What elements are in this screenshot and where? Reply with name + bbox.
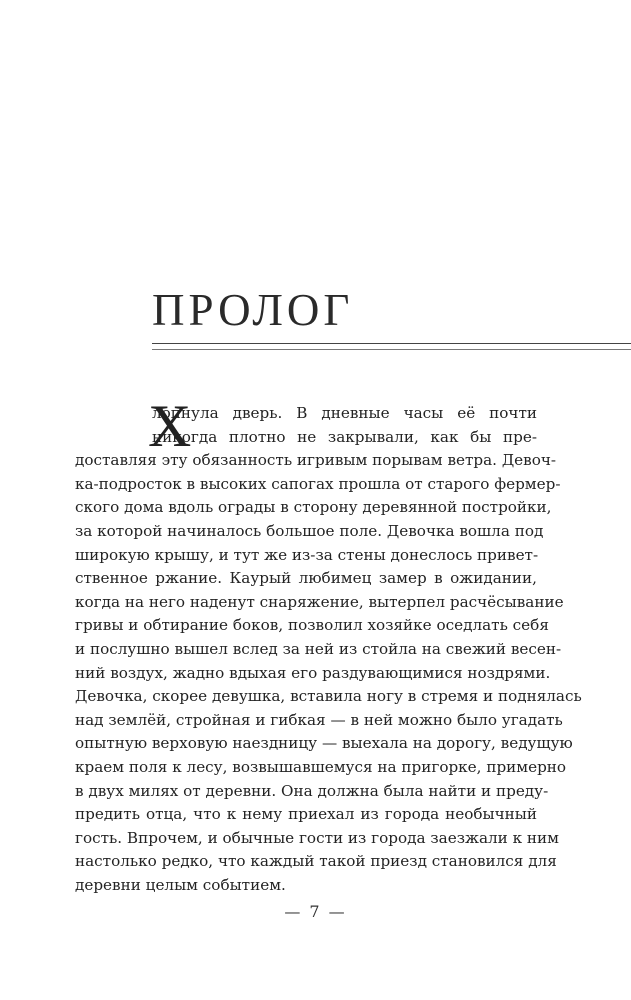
text-line: ний воздух, жадно вдыхая его раздувающимися ноздрями. [75, 663, 551, 682]
text-line: ского дома вдоль ограды в сторону деревянной постройки, [75, 498, 552, 517]
title-rule-top [152, 343, 631, 344]
text-line: доставляя эту обязанность игривым порывам ветра. Девоч- [75, 451, 557, 470]
text-line: Девочка, скорее девушка, вставила ногу в стремя и поднялась [75, 687, 582, 706]
text-line: лопнула дверь. В дневные часы её почти [152, 404, 537, 422]
page-number: — 7 — [284, 902, 347, 921]
text-line: за которой начиналось большое поле. Девочка вошла под [75, 521, 544, 540]
text-line: и послушно вышел вслед за ней из стойла на свежий весен- [75, 639, 562, 658]
title-rule-bottom [152, 349, 631, 350]
text-line: никогда плотно не закрывали, как бы пре- [152, 427, 537, 446]
title-underline [152, 343, 631, 352]
text-line: гривы и обтирание боков, позволил хозяйке оседлать себя [75, 616, 549, 635]
text-line: деревни целым событием. [75, 875, 286, 894]
text-line: в двух милях от деревни. Она должна была найти и преду- [75, 781, 549, 800]
text-line: настолько редко, что каждый такой приезд становился для [75, 852, 557, 871]
text-line: над землёй, стройная и гибкая — в ней можно было угадать [75, 710, 563, 729]
text-line: гость. Впрочем, и обычные гости из города заезжали к ним [75, 828, 559, 847]
chapter-title: ПРОЛОГ [152, 285, 354, 335]
text-line: краем поля к лесу, возвышавшемуся на пригорке, примерно [75, 757, 567, 776]
text-line: предить отца, что к нему приехал из города необычный [75, 805, 537, 824]
text-line: ка-подросток в высоких сапогах прошла от старого фермер- [75, 474, 561, 493]
chapter-text [75, 393, 582, 897]
text-line: широкую крышу, и тут же из-за стены донеслось привет- [75, 545, 539, 564]
drop-cap: Х [148, 393, 192, 459]
text-line: когда на него наденут снаряжение, вытерпел расчёсывание [75, 592, 564, 611]
text-line: опытную верховую наездницу — выехала на дорогу, ведущую [75, 734, 573, 753]
text-line: ственное ржание. Каурый любимец замер в ожидании, [75, 569, 537, 588]
